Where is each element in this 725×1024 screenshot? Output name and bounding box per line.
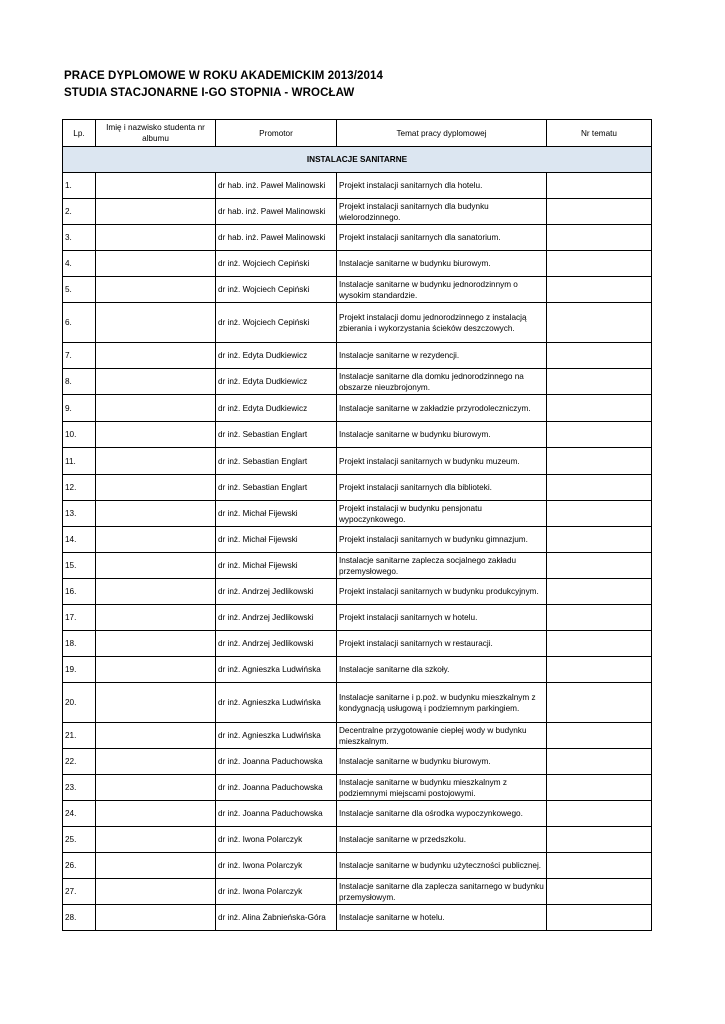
cell-lp: 10. xyxy=(63,422,96,448)
cell-topic: Instalacje sanitarne w budynku mieszkalnym z podziemnymi miejscami postojowymi. xyxy=(337,775,547,801)
table-row xyxy=(63,527,652,553)
cell-topic-number xyxy=(547,579,652,605)
table-row xyxy=(63,657,652,683)
table-row xyxy=(63,501,652,527)
cell-topic: Projekt instalacji sanitarnych w budynku gimnazjum. xyxy=(337,527,547,553)
cell-lp: 16. xyxy=(63,579,96,605)
cell-student xyxy=(96,553,216,579)
thesis-topics-table xyxy=(62,119,652,931)
cell-lp: 22. xyxy=(63,749,96,775)
cell-lp: 3. xyxy=(63,225,96,251)
cell-topic-number xyxy=(547,853,652,879)
cell-promotor: dr inż. Michał Fijewski xyxy=(216,553,337,579)
cell-lp: 25. xyxy=(63,827,96,853)
cell-topic: Instalacje sanitarne w przedszkolu. xyxy=(337,827,547,853)
table-row xyxy=(63,475,652,501)
cell-student xyxy=(96,683,216,723)
section-row xyxy=(63,147,652,173)
cell-promotor: dr inż. Sebastian Englart xyxy=(216,422,337,448)
cell-topic: Instalacje sanitarne w budynku użyteczności publicznej. xyxy=(337,853,547,879)
cell-topic-number xyxy=(547,225,652,251)
cell-topic-number xyxy=(547,527,652,553)
cell-promotor: dr inż. Joanna Paduchowska xyxy=(216,749,337,775)
cell-student xyxy=(96,369,216,395)
cell-topic: Instalacje sanitarne w zakładzie przyrodoleczniczym. xyxy=(337,395,547,422)
cell-topic-number xyxy=(547,683,652,723)
cell-topic: Instalacje sanitarne w budynku biurowym. xyxy=(337,422,547,448)
cell-student xyxy=(96,173,216,199)
cell-topic-number xyxy=(547,395,652,422)
cell-topic-number xyxy=(547,775,652,801)
cell-promotor: dr inż. Agnieszka Ludwińska xyxy=(216,723,337,749)
cell-promotor: dr inż. Andrzej Jedlikowski xyxy=(216,605,337,631)
cell-topic: Projekt instalacji sanitarnych w restauracji. xyxy=(337,631,547,657)
cell-lp: 17. xyxy=(63,605,96,631)
cell-topic: Projekt instalacji sanitarnych w budynku produkcyjnym. xyxy=(337,579,547,605)
cell-promotor: dr inż. Agnieszka Ludwińska xyxy=(216,683,337,723)
cell-student xyxy=(96,775,216,801)
cell-lp: 18. xyxy=(63,631,96,657)
table-row xyxy=(63,173,652,199)
cell-student xyxy=(96,277,216,303)
cell-topic: Projekt instalacji sanitarnych dla sanatorium. xyxy=(337,225,547,251)
cell-topic: Instalacje sanitarne w rezydencji. xyxy=(337,343,547,369)
cell-topic-number xyxy=(547,251,652,277)
cell-promotor: dr inż. Michał Fijewski xyxy=(216,501,337,527)
cell-lp: 6. xyxy=(63,303,96,343)
cell-lp: 14. xyxy=(63,527,96,553)
cell-topic-number xyxy=(547,553,652,579)
cell-promotor: dr inż. Michał Fijewski xyxy=(216,527,337,553)
cell-student xyxy=(96,527,216,553)
table-row xyxy=(63,879,652,905)
cell-promotor: dr inż. Edyta Dudkiewicz xyxy=(216,369,337,395)
cell-student xyxy=(96,422,216,448)
cell-topic: Instalacje sanitarne zaplecza socjalnego zakładu przemysłowego. xyxy=(337,553,547,579)
cell-promotor: dr inż. Alina Żabnieńska-Góra xyxy=(216,905,337,931)
cell-topic: Instalacje sanitarne w budynku biurowym. xyxy=(337,749,547,775)
cell-topic-number xyxy=(547,605,652,631)
cell-student xyxy=(96,251,216,277)
header-topic: Temat pracy dyplomowej xyxy=(337,120,547,147)
table-row xyxy=(63,369,652,395)
cell-student xyxy=(96,395,216,422)
cell-topic-number xyxy=(547,277,652,303)
title-line-2: STUDIA STACJONARNE I-GO STOPNIA - WROCŁAW xyxy=(64,87,355,99)
title-line-1: PRACE DYPLOMOWE W ROKU AKADEMICKIM 2013/2014 xyxy=(64,70,383,82)
cell-promotor: dr inż. Edyta Dudkiewicz xyxy=(216,343,337,369)
cell-topic-number xyxy=(547,827,652,853)
table-row xyxy=(63,343,652,369)
cell-student xyxy=(96,501,216,527)
cell-student xyxy=(96,801,216,827)
cell-topic-number xyxy=(547,199,652,225)
cell-topic: Projekt instalacji sanitarnych dla biblioteki. xyxy=(337,475,547,501)
cell-topic: Instalacje sanitarne w hotelu. xyxy=(337,905,547,931)
cell-lp: 7. xyxy=(63,343,96,369)
cell-promotor: dr hab. inż. Paweł Malinowski xyxy=(216,199,337,225)
table-row xyxy=(63,251,652,277)
cell-student xyxy=(96,749,216,775)
cell-promotor: dr inż. Iwona Polarczyk xyxy=(216,853,337,879)
table-row xyxy=(63,225,652,251)
cell-topic-number xyxy=(547,501,652,527)
cell-student xyxy=(96,631,216,657)
cell-promotor: dr hab. inż. Paweł Malinowski xyxy=(216,225,337,251)
table-row xyxy=(63,749,652,775)
cell-promotor: dr inż. Wojciech Cepiński xyxy=(216,277,337,303)
cell-topic-number xyxy=(547,801,652,827)
cell-student xyxy=(96,475,216,501)
cell-topic: Projekt instalacji sanitarnych dla hotelu. xyxy=(337,173,547,199)
cell-topic: Projekt instalacji domu jednorodzinnego z instalacją zbierania i wykorzystania ścieków deszczowych. xyxy=(337,303,547,343)
cell-student xyxy=(96,827,216,853)
cell-topic: Instalacje sanitarne dla ośrodka wypoczynkowego. xyxy=(337,801,547,827)
cell-student xyxy=(96,879,216,905)
table-row xyxy=(63,277,652,303)
table-row xyxy=(63,199,652,225)
cell-topic-number xyxy=(547,631,652,657)
cell-topic-number xyxy=(547,723,652,749)
cell-topic: Projekt instalacji sanitarnych dla budynku wielorodzinnego. xyxy=(337,199,547,225)
cell-lp: 27. xyxy=(63,879,96,905)
cell-student xyxy=(96,905,216,931)
cell-topic: Decentralne przygotowanie ciepłej wody w budynku mieszkalnym. xyxy=(337,723,547,749)
table-row xyxy=(63,631,652,657)
cell-lp: 8. xyxy=(63,369,96,395)
table-row xyxy=(63,605,652,631)
cell-topic-number xyxy=(547,343,652,369)
cell-topic-number xyxy=(547,422,652,448)
table-row xyxy=(63,905,652,931)
cell-topic-number xyxy=(547,879,652,905)
cell-topic: Instalacje sanitarne w budynku biurowym. xyxy=(337,251,547,277)
cell-student xyxy=(96,343,216,369)
cell-topic: Projekt instalacji sanitarnych w hotelu. xyxy=(337,605,547,631)
cell-topic-number xyxy=(547,749,652,775)
cell-lp: 20. xyxy=(63,683,96,723)
cell-lp: 5. xyxy=(63,277,96,303)
cell-topic-number xyxy=(547,369,652,395)
cell-student xyxy=(96,657,216,683)
cell-lp: 4. xyxy=(63,251,96,277)
cell-lp: 9. xyxy=(63,395,96,422)
cell-lp: 12. xyxy=(63,475,96,501)
cell-promotor: dr inż. Andrzej Jedlikowski xyxy=(216,579,337,605)
cell-promotor: dr hab. inż. Paweł Malinowski xyxy=(216,173,337,199)
cell-promotor: dr inż. Edyta Dudkiewicz xyxy=(216,395,337,422)
table-row xyxy=(63,827,652,853)
table-row xyxy=(63,723,652,749)
cell-lp: 28. xyxy=(63,905,96,931)
cell-topic: Projekt instalacji w budynku pensjonatu wypoczynkowego. xyxy=(337,501,547,527)
cell-promotor: dr inż. Andrzej Jedlikowski xyxy=(216,631,337,657)
cell-topic: Instalacje sanitarne dla zaplecza sanitarnego w budynku przemysłowym. xyxy=(337,879,547,905)
cell-student xyxy=(96,853,216,879)
table-row xyxy=(63,579,652,605)
cell-promotor: dr inż. Iwona Polarczyk xyxy=(216,879,337,905)
cell-promotor: dr inż. Iwona Polarczyk xyxy=(216,827,337,853)
cell-promotor: dr inż. Joanna Paduchowska xyxy=(216,775,337,801)
document-title xyxy=(64,68,383,102)
cell-student xyxy=(96,303,216,343)
cell-lp: 26. xyxy=(63,853,96,879)
cell-topic-number xyxy=(547,657,652,683)
cell-topic-number xyxy=(547,905,652,931)
header-promotor: Promotor xyxy=(216,120,337,147)
cell-promotor: dr inż. Wojciech Cepiński xyxy=(216,251,337,277)
cell-student xyxy=(96,723,216,749)
cell-topic: Instalacje sanitarne dla domku jednorodzinnego na obszarze nieuzbrojonym. xyxy=(337,369,547,395)
cell-lp: 2. xyxy=(63,199,96,225)
cell-lp: 13. xyxy=(63,501,96,527)
table-row xyxy=(63,683,652,723)
header-lp: Lp. xyxy=(63,120,96,147)
table-row xyxy=(63,395,652,422)
cell-topic-number xyxy=(547,173,652,199)
cell-student xyxy=(96,605,216,631)
cell-lp: 21. xyxy=(63,723,96,749)
cell-promotor: dr inż. Sebastian Englart xyxy=(216,448,337,475)
table-row xyxy=(63,853,652,879)
cell-promotor: dr inż. Agnieszka Ludwińska xyxy=(216,657,337,683)
cell-topic: Instalacje sanitarne w budynku jednorodzinnym o wysokim standardzie. xyxy=(337,277,547,303)
table-row xyxy=(63,422,652,448)
cell-student xyxy=(96,448,216,475)
header-student: Imię i nazwisko studenta nr albumu xyxy=(96,120,216,147)
cell-promotor: dr inż. Wojciech Cepiński xyxy=(216,303,337,343)
section-title: INSTALACJE SANITARNE xyxy=(63,147,652,173)
cell-topic: Instalacje sanitarne i p.poż. w budynku mieszkalnym z kondygnacją usługową i podziemnym parkingiem. xyxy=(337,683,547,723)
header-topic-number: Nr tematu xyxy=(547,120,652,147)
cell-student xyxy=(96,225,216,251)
cell-lp: 15. xyxy=(63,553,96,579)
cell-topic-number xyxy=(547,303,652,343)
cell-lp: 23. xyxy=(63,775,96,801)
cell-lp: 24. xyxy=(63,801,96,827)
cell-lp: 19. xyxy=(63,657,96,683)
cell-lp: 11. xyxy=(63,448,96,475)
table-row xyxy=(63,775,652,801)
table-row xyxy=(63,801,652,827)
cell-promotor: dr inż. Sebastian Englart xyxy=(216,475,337,501)
cell-topic-number xyxy=(547,475,652,501)
cell-student xyxy=(96,199,216,225)
table-row xyxy=(63,553,652,579)
table-header-row xyxy=(63,120,652,147)
table-row xyxy=(63,448,652,475)
table-row xyxy=(63,303,652,343)
cell-lp: 1. xyxy=(63,173,96,199)
cell-promotor: dr inż. Joanna Paduchowska xyxy=(216,801,337,827)
cell-topic: Instalacje sanitarne dla szkoły. xyxy=(337,657,547,683)
cell-student xyxy=(96,579,216,605)
cell-topic-number xyxy=(547,448,652,475)
cell-topic: Projekt instalacji sanitarnych w budynku muzeum. xyxy=(337,448,547,475)
